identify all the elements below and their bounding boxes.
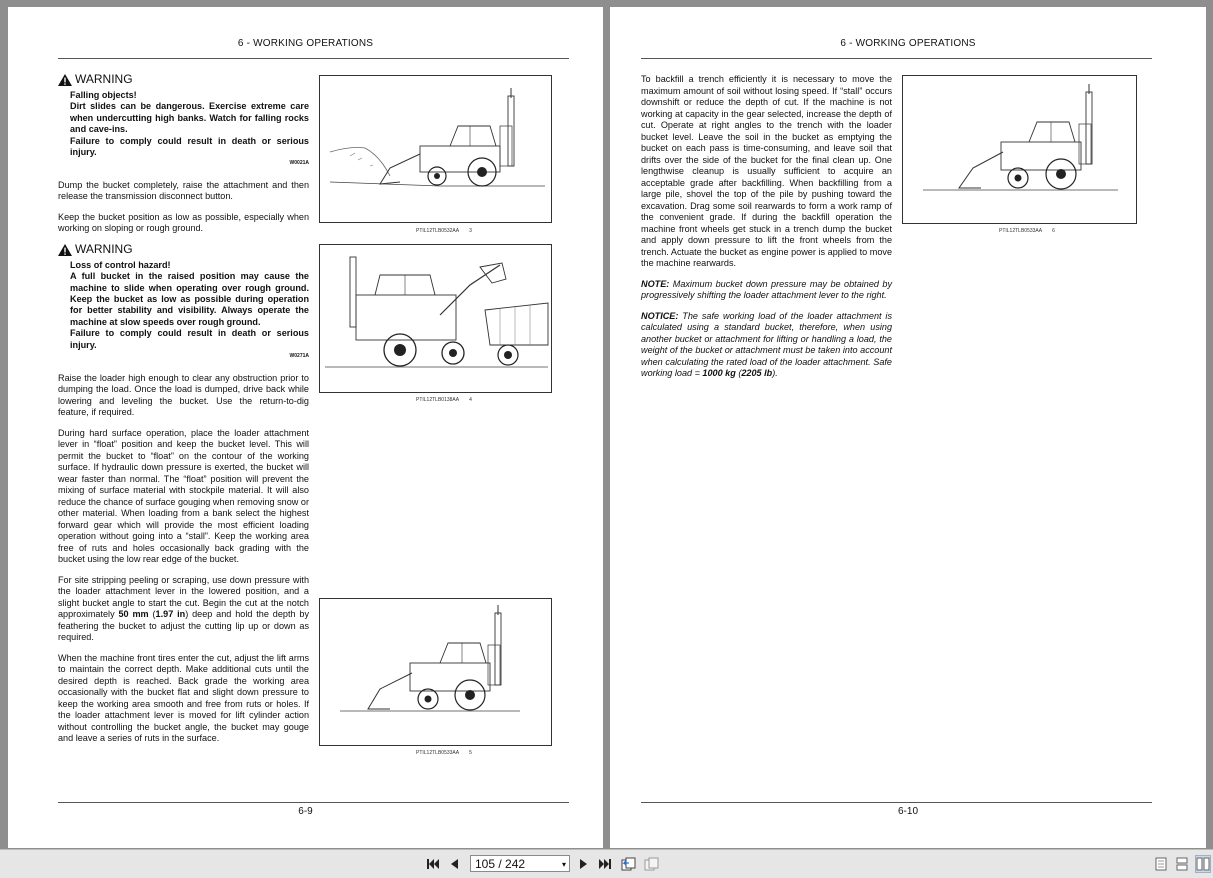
warning-code: W0021A	[289, 160, 309, 167]
first-page-icon	[426, 858, 440, 870]
warning-line: Failure to comply could result in death or serious injury.	[70, 328, 309, 350]
paragraph: During hard surface operation, place the loader attachment lever in “float” position and keep the bucket level. This will permit the bucket to “float” on the contour of the working surface. If hydraulic down pressure is exerted, the bucket will wear faster than normal. The “float” position will prevent the mixing of surface material with stockpile material. It will also reduce the chance of surface gouging when removing snow or other material. When loading from a bank select the highest forward gear which will provide the most efficient loading operation without going into a “stall”. Keep the working area free of ruts and holes occasionally back grading with the bucket using the low rear edge of the bucket.	[58, 427, 309, 564]
figure-code: PTIL12TLB0138AA	[416, 397, 460, 403]
two-page-view-button[interactable]	[1195, 855, 1211, 873]
figure-loader-dump-truck	[319, 244, 552, 393]
last-page-button[interactable]	[597, 855, 613, 873]
paragraph: When the machine front tires enter the cut, adjust the lift arms to maintain the correct depth. Make additional cuts until the desired depth is reached. Back grade the working area occasionally with the bucket flat and slight down pressure to keep the working area smooth and free from ruts or holes. If the loader attachment lever is moved for lift cylinder action without controlling the bucket angle, the bucket may gouge and leave a series of ruts in the surface.	[58, 652, 309, 743]
backhoe-illustration	[320, 599, 551, 745]
first-page-button[interactable]	[425, 855, 441, 873]
figure-code: PTIL12TLB0532AA	[416, 228, 460, 234]
two-page-icon	[1196, 857, 1210, 871]
previous-page-button[interactable]	[447, 855, 461, 873]
figure-number: 4	[469, 397, 472, 403]
loader-truck-illustration	[320, 245, 551, 392]
notice: NOTICE: The safe working load of the loader attachment is calculated using a standard bucket, therefore, when using another bucket or attachment for lifting or handling a load, the weight of the bucket or attachment must be taken into account when calculating the rated load of the loader attachment. Safe working load = 1000 kg (2205 lb).	[641, 310, 892, 378]
page-dropdown-icon[interactable]: ▾	[561, 860, 566, 869]
figure-number: 3	[469, 228, 472, 234]
page-header: 6 - WORKING OPERATIONS	[237, 38, 374, 49]
figure-number: 5	[469, 750, 472, 756]
page-number-input[interactable]: 105 / 242 ▾	[470, 855, 570, 872]
figure-backhoe-stripping	[319, 598, 552, 746]
warning-code: W0271A	[289, 353, 309, 360]
paragraph: To backfill a trench efficiently it is necessary to move the maximum amount of soil without losing speed. If “stall” occurs downshift or reduce the depth of cut. If the machine is not working at capacity in the gear selected, increase the depth of cut. Operate at right angles to the trench with the loader bucket level. Leave the soil in the bucket as emptying the bucket on each pass is time-consuming, and leave soil that drifts over the side of the bucket for the final clean up. One lengthwise cleanup is usually sufficient to acquire an acceptable grade after backfilling. When backfilling from a large pile, shovel the top of the pile by pushing toward the excavation. Drag some soil rearwards to form a work ramp of the convenient grade. If during the backfill operation the machine front wheels get stuck in a trench dump the bucket and apply down pressure to lift the front wheels from the trench. Actuate the bucket as engine power is applied to move the machine rearwards.	[641, 74, 892, 268]
next-page-icon	[579, 858, 589, 870]
warning-line: Failure to comply could result in death or serious injury.	[70, 135, 309, 158]
warning-line: Loss of control hazard!	[70, 259, 171, 270]
next-view-icon	[644, 857, 660, 871]
footer-rule	[58, 802, 569, 803]
right-text-column	[641, 74, 892, 389]
previous-page-icon	[449, 858, 459, 870]
paragraph: Dump the bucket completely, raise the attachment and then release the transmission disconnect button.	[58, 179, 309, 202]
warning-line: Falling objects!	[70, 90, 137, 100]
note: NOTE: Maximum bucket down pressure may be obtained by progressively shifting the loader attachment lever to the right.	[641, 278, 892, 300]
warning-line: A full bucket in the raised position may cause the machine to slide when operating over rough ground. Keep the bucket as low as possible during operation for better stability and visibility. Always operate the machine at slow speeds over rough ground.	[70, 271, 309, 327]
go-back-view-button[interactable]	[621, 855, 637, 873]
figure-code: PTIL12TLB0533AA	[999, 228, 1043, 234]
left-text-column	[58, 74, 309, 754]
viewer-toolbar	[0, 849, 1213, 878]
last-page-icon	[598, 858, 612, 870]
right-page	[610, 7, 1206, 848]
single-page-icon	[1155, 857, 1167, 871]
previous-view-icon	[621, 857, 637, 871]
continuous-view-button[interactable]	[1174, 855, 1190, 873]
warning-title: WARNING	[75, 72, 133, 87]
page-header: 6 - WORKING OPERATIONS	[840, 38, 976, 49]
backhoe-illustration	[320, 76, 551, 222]
figure-backhoe-bank	[319, 75, 552, 223]
page-number: 6-10	[897, 806, 918, 817]
paragraph: For site stripping peeling or scraping, use down pressure with the loader attachment lever in the lowered position, and a slight bucket angle to start the cut. Begin the cut at the notch approximately 50 mm (1.97 in) deep and hold the depth by feathering the bucket to adjust the cutting lip up or down as required.	[58, 574, 310, 642]
single-page-view-button[interactable]	[1153, 855, 1169, 873]
continuous-page-icon	[1176, 857, 1188, 871]
go-forward-view-button[interactable]	[644, 855, 660, 873]
footer-rule	[641, 802, 1152, 803]
header-rule	[641, 58, 1152, 59]
backhoe-illustration	[903, 76, 1136, 223]
figure-code: PTIL12TLB0533AA	[416, 750, 460, 756]
header-rule	[58, 58, 569, 59]
warning-box	[58, 244, 309, 363]
paragraph: Raise the loader high enough to clear any obstruction prior to dumping the load. Once the load is dumped, drive back while lowering and leveling the bucket. Use the return-to-dig feature, if required.	[58, 372, 309, 417]
warning-line: Dirt slides can be dangerous. Exercise extreme care when undercutting high banks. Watch for falling rocks and cave-ins.	[70, 101, 309, 135]
warning-title: WARNING	[75, 242, 133, 257]
warning-triangle-icon	[58, 74, 72, 86]
warning-box	[58, 74, 309, 170]
paragraph: Keep the bucket position as low as possible, especially when working on sloping or rough ground.	[58, 211, 309, 234]
left-page	[8, 7, 603, 848]
next-page-button[interactable]	[577, 855, 591, 873]
warning-triangle-icon	[58, 244, 72, 256]
page-number: 6-9	[298, 806, 313, 817]
figure-backhoe-backfill	[902, 75, 1137, 224]
figure-number: 6	[1052, 228, 1055, 234]
